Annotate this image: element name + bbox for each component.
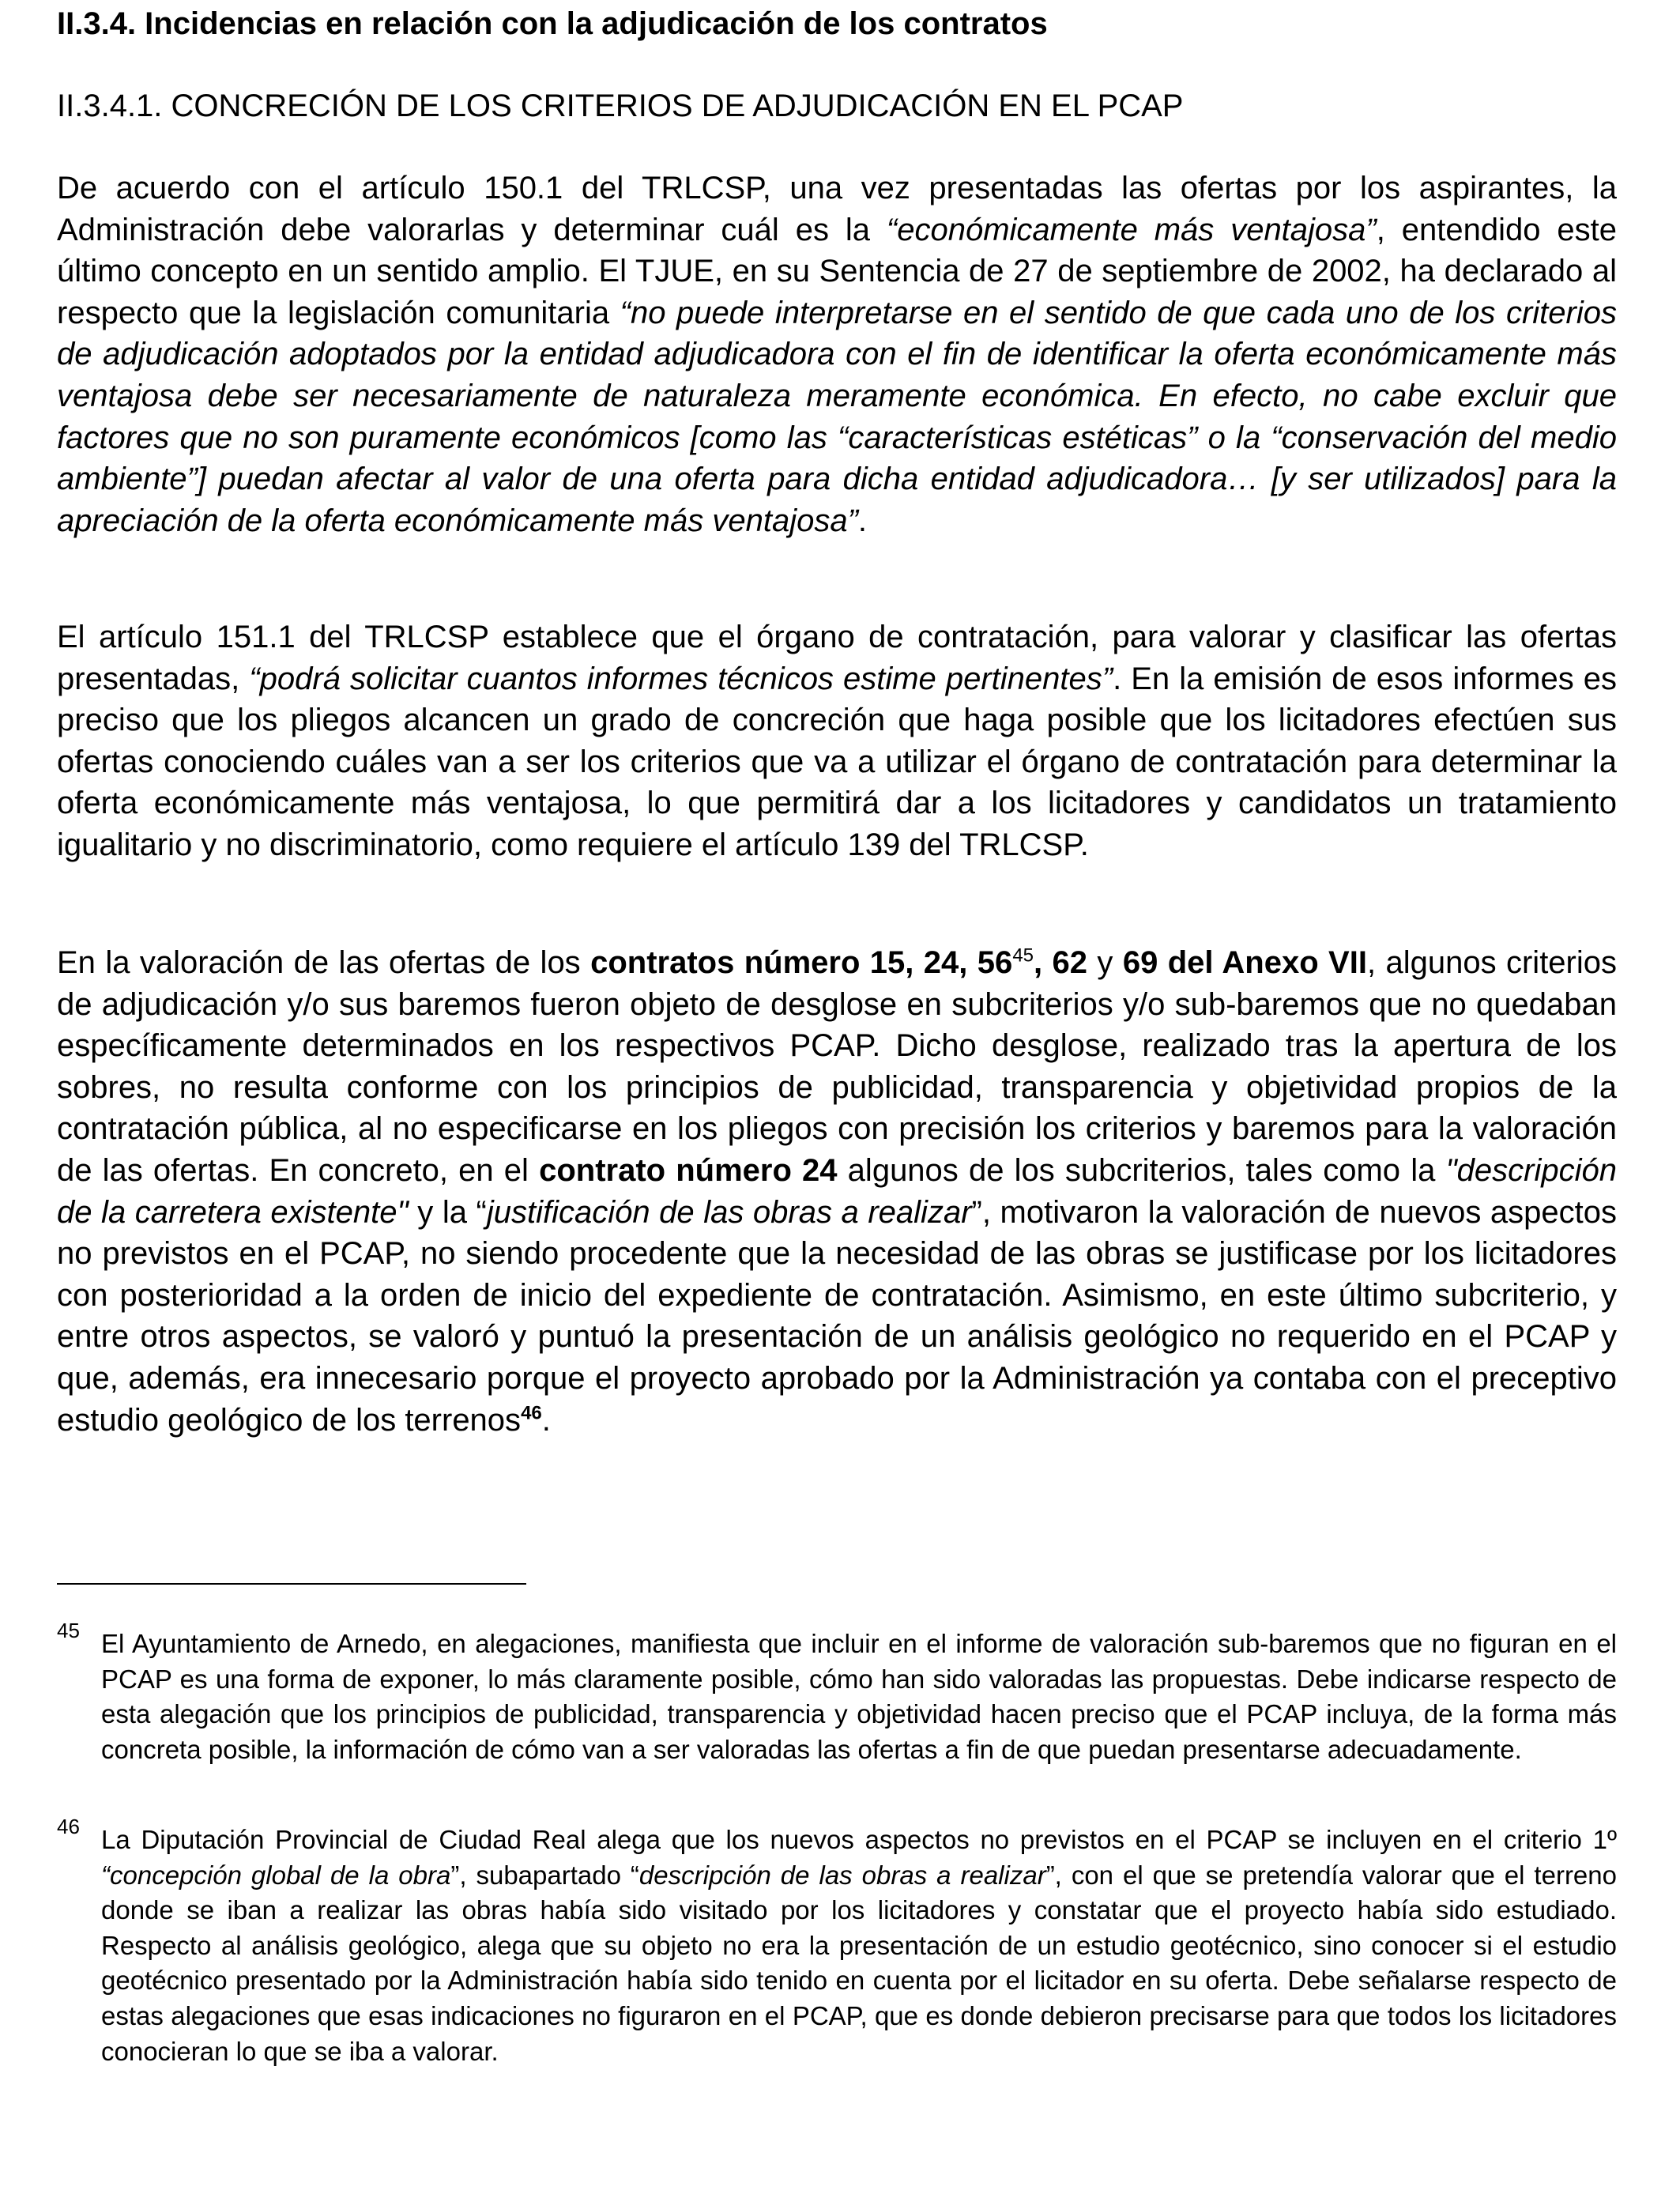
p1-middle: , entendido este último concepto en un sentido amplio. El TJUE, en su Sentencia de 27 de septiembre de 2002, ha declarado al respecto que la legislación comunitaria (57, 212, 1617, 330)
p1-intro: De acuerdo con el artículo 150.1 del TRLCSP, una vez presentadas las ofertas por los aspirantes, la Administración debe valorarlas y determinar cuál es la (57, 171, 1617, 247)
p3-quote-1: "descripción de la carretera existente" (57, 1152, 1617, 1230)
subsection-heading: II.3.4.1. CONCRECIÓN DE LOS CRITERIOS DE ADJUDICACIÓN EN EL PCAP (57, 89, 1184, 123)
footnote-number: 45 (57, 1619, 80, 1642)
footnote-separator (57, 1583, 526, 1585)
p1-quote-1: “económicamente más ventajosa” (886, 212, 1377, 247)
p2-intro: El artículo 151.1 del TRLCSP establece que el órgano de contratación, para valorar y clasificar las ofertas presentadas, (57, 620, 1617, 696)
p1-end: . (857, 503, 868, 538)
fn46-italic-a: “concepción global de la obra (101, 1860, 451, 1890)
footnote-number: 46 (57, 1815, 80, 1838)
footnote-ref-46[interactable]: 46 (521, 1402, 542, 1424)
fn46-text-c: ”, con el que se pretendía valorar que el terreno donde se iban a realizar las obras había sido visitado por los licitadores y constatar que el proyecto había sido estudiado. Respecto al análisis geológico, alega que su objeto no era la presentación de un estudio geotécnico, sino conocer si el estudio geotécnico presentado por la Administración había sido tenido en cuenta por el licitador en su oferta. Debe señalarse respecto de estas alegaciones que esas indicaciones no figuraron en el PCAP, que es donde debieron precisarse para que todos los licitadores conocieran lo que se iba a valorar. (101, 1860, 1617, 2066)
footnote-text (101, 1823, 1617, 2069)
p3-bold-contracts: contratos número 15, 24, 56 (590, 945, 1013, 980)
fn46-italic-b: descripción de las obras a realizar (638, 1860, 1046, 1890)
paragraph-1 (57, 168, 1617, 541)
p3-quote-2: justificación de las obras a realizar (486, 1194, 972, 1230)
footnote-45 (57, 1619, 1617, 1767)
fn46-text-a: La Diputación Provincial de Ciudad Real alega que los nuevos aspectos no previstos en el PCAP se incluyen en el criterio 1º (101, 1825, 1617, 1854)
p3-text-3: y la “ (408, 1194, 487, 1230)
p3-intro: En la valoración de las ofertas de los (57, 945, 591, 980)
p3-text-1: , algunos criterios de adjudicación y/o sus baremos fueron objeto de desglose en subcriterios y/o sub-baremos que no quedaban específicamente determinados en los respectivos PCAP. Dicho desglose, realizado tras la apertura de los sobres, no resulta conforme con los principios de publicidad, transparencia y objetividad propios de la contratación pública, al no especificarse en los pliegos con precisión los criterios y baremos para la valoración de las ofertas. En concreto, en el (57, 945, 1618, 1188)
p2-quote: “podrá solicitar cuantos informes técnicos estime pertinentes” (249, 661, 1113, 696)
p1-quote-2: “no puede interpretarse en el sentido de que cada uno de los criterios de adjudicación adoptados por la entidad adjudicadora con el fin de identificar la oferta económicamente más ventajosa debe ser necesariamente de naturaleza meramente económica. En efecto, no cabe excluir que factores que no son puramente económicos [como las “características estéticas” o la “conservación del medio ambiente”] puedan afectar al valor de una oferta para dicha entidad adjudicadora… [y ser utilizados] para la apreciación de la oferta económicamente más ventajosa” (57, 295, 1617, 538)
fn46-text-b: ”, subapartado “ (450, 1860, 639, 1890)
paragraph-3 (57, 942, 1617, 1441)
footnote-46 (57, 1815, 1617, 2069)
footnote-ref-45[interactable]: 45 (1012, 944, 1034, 967)
p2-rest: . En la emisión de esos informes es preciso que los pliegos alcancen un grado de concreción que haga posible que los licitadores efectúen sus ofertas conociendo cuáles van a ser los criterios que va a utilizar el órgano de contratación para determinar la oferta económicamente más ventajosa, lo que permitirá dar a los licitadores y candidatos un tratamiento igualitario y no discriminatorio, como requiere el artículo 139 del TRLCSP. (57, 661, 1618, 862)
p3-text-2: algunos de los subcriterios, tales como la (837, 1152, 1446, 1188)
p3-bold-annex: 69 del Anexo VII (1122, 945, 1367, 980)
section-heading: II.3.4. Incidencias en relación con la adjudicación de los contratos (57, 6, 1048, 41)
footnote-text: El Ayuntamiento de Arnedo, en alegaciones, manifiesta que incluir en el informe de valoración sub-baremos que no figuran en el PCAP es una forma de exponer, lo más claramente posible, cómo han sido valoradas las propuestas. Debe indicarse respecto de esta alegación que los principios de publicidad, transparencia y objetividad hacen preciso que el PCAP incluya, de la forma más concreta posible, la información de cómo van a ser valoradas las ofertas a fin de que puedan presentarse adecuadamente. (101, 1629, 1617, 1764)
p3-bold-62: , 62 (1034, 945, 1088, 980)
p3-bold-contract-24: contrato número 24 (539, 1152, 838, 1188)
p3-end: . (541, 1402, 551, 1438)
p3-text-4: ”, motivaron la valoración de nuevos aspectos no previstos en el PCAP, no siendo procedente que la necesidad de las obras se justificase por los licitadores con posterioridad a la orden de inicio del expediente de contratación. Asimismo, en este último subcriterio, y entre otros aspectos, se valoró y puntuó la presentación de un análisis geológico no requerido en el PCAP y que, además, era innecesario porque el proyecto aprobado por la Administración ya contaba con el preceptivo estudio geológico de los terrenos (57, 1194, 1617, 1438)
p3-and: y (1087, 945, 1123, 980)
paragraph-2 (57, 616, 1617, 866)
